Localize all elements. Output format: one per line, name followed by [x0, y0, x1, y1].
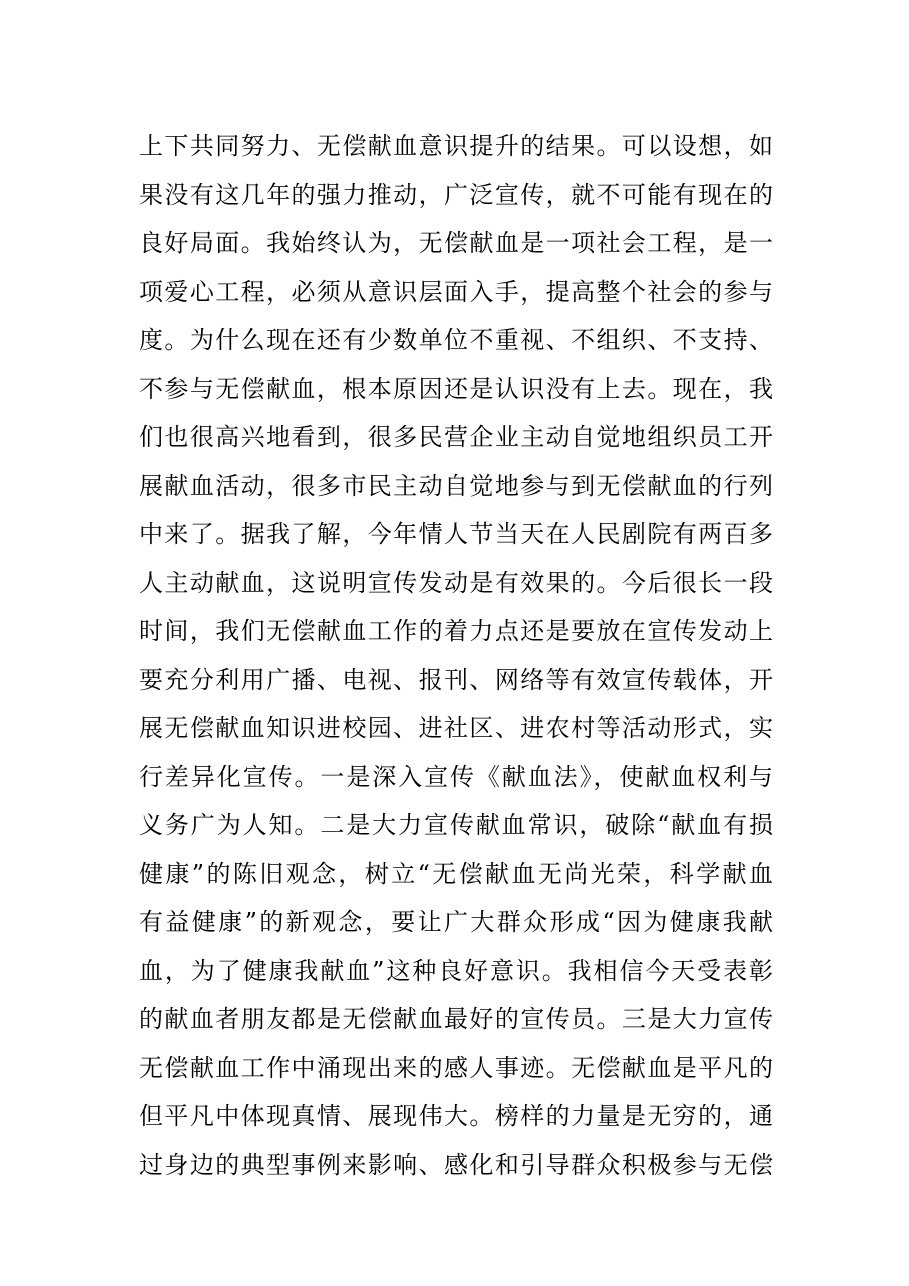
text-line: 义务广为人知。二是大力宣传献血常识，破除“献血有损: [139, 811, 773, 839]
text-line: 过身边的典型事例来影响、感化和引导群众积极参与无偿: [139, 1150, 773, 1179]
text-line: 要充分利用广播、电视、报刊、网络等有效宣传载体，开: [139, 665, 773, 694]
text-line: 中来了。据我了解，今年情人节当天在人民剧院有两百多: [139, 520, 773, 548]
text-line: 项爱心工程，必须从意识层面入手，提高整个社会的参与: [139, 277, 773, 306]
text-line: 果没有这几年的强力推动，广泛宣传，就不可能有现在的: [139, 180, 773, 209]
text-line: 上下共同努力、无偿献血意识提升的结果。可以设想，如: [139, 132, 773, 160]
text-line: 良好局面。我始终认为，无偿献血是一项社会工程，是一: [139, 229, 773, 257]
text-line: 人主动献血，这说明宣传发动是有效果的。今后很长一段: [139, 568, 773, 597]
text-line: 血，为了健康我献血”这种良好意识。我相信今天受表彰: [139, 956, 773, 985]
text-line: 展献血活动，很多市民主动自觉地参与到无偿献血的行列: [139, 471, 773, 500]
text-line: 有益健康”的新观念，要让广大群众形成“因为健康我献: [139, 908, 773, 936]
text-line: 度。为什么现在还有少数单位不重视、不组织、不支持、: [139, 326, 773, 354]
text-line: 不参与无偿献血，根本原因还是认识没有上去。现在，我: [139, 374, 773, 403]
text-line: 无偿献血工作中涌现出来的感人事迹。无偿献血是平凡的: [139, 1053, 773, 1082]
text-line: 的献血者朋友都是无偿献血最好的宣传员。三是大力宣传: [139, 1005, 773, 1033]
text-line: 但平凡中体现真情、展现伟大。榜样的力量是无穷的，通: [139, 1102, 773, 1130]
text-line: 们也很高兴地看到，很多民营企业主动自觉地组织员工开: [139, 423, 773, 451]
text-line: 行差异化宣传。一是深入宣传《献血法》，使献血权利与: [139, 762, 773, 791]
body-text: [139, 122, 773, 1189]
text-line: 健康”的陈旧观念，树立“无偿献血无尚光荣，科学献血: [139, 859, 773, 888]
text-line: 时间，我们无偿献血工作的着力点还是要放在宣传发动上: [139, 617, 773, 645]
text-line: 展无偿献血知识进校园、进社区、进农村等活动形式，实: [139, 714, 773, 742]
